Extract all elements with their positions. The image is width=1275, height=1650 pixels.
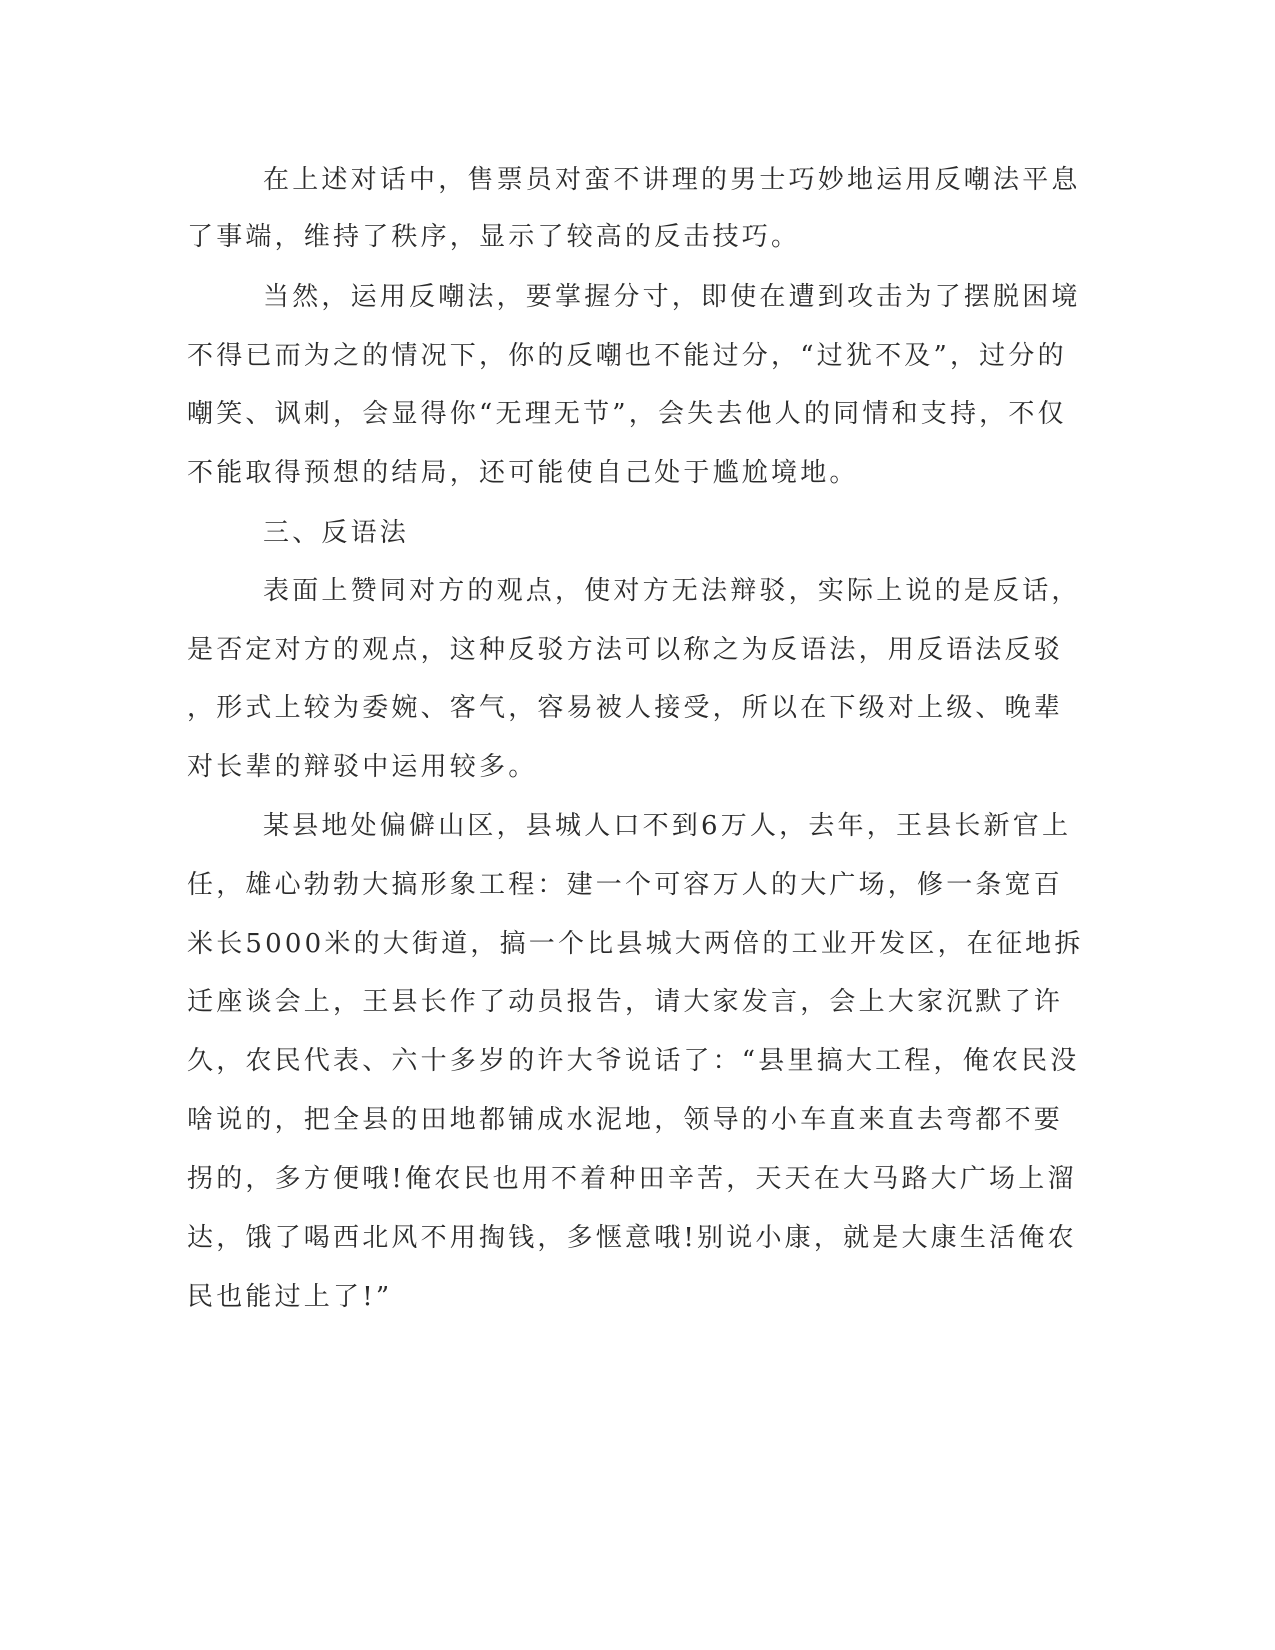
text-line: ，形式上较为委婉、客气，容易被人接受，所以在下级对上级、晚辈 <box>187 693 1064 723</box>
text-line: 啥说的，把全县的田地都铺成水泥地，领导的小车直来直去弯都不要 <box>187 1105 1064 1135</box>
text-line: 是否定对方的观点，这种反驳方法可以称之为反语法，用反语法反驳 <box>187 635 1064 665</box>
text-line: 达，饿了喝西北风不用掏钱，多惬意哦!别说小康，就是大康生活俺农 <box>187 1223 1077 1253</box>
text-line: 不能取得预想的结局，还可能使自己处于尴尬境地。 <box>187 458 859 488</box>
text-line: 拐的，多方便哦!俺农民也用不着种田辛苦，天天在大马路大广场上溜 <box>187 1164 1077 1194</box>
text-line: 嘲笑、讽刺，会显得你“无理无节”，会失去他人的同情和支持，不仅 <box>187 399 1067 429</box>
text-line: 某县地处偏僻山区，县城人口不到6万人，去年，王县长新官上 <box>263 811 1072 841</box>
text-line: 久，农民代表、六十多岁的许大爷说话了：“县里搞大工程，俺农民没 <box>187 1046 1080 1076</box>
text-line: 迁座谈会上，王县长作了动员报告，请大家发言，会上大家沉默了许 <box>187 987 1064 1017</box>
text-line: 表面上赞同对方的观点，使对方无法辩驳，实际上说的是反话， <box>263 576 1081 606</box>
section-heading: 三、反语法 <box>263 518 410 548</box>
text-line: 民也能过上了!” <box>187 1282 393 1312</box>
text-line: 任，雄心勃勃大搞形象工程：建一个可容万人的大广场，修一条宽百 <box>187 870 1064 900</box>
text-line: 在上述对话中，售票员对蛮不讲理的男士巧妙地运用反嘲法平息 <box>263 165 1081 195</box>
text-line: 不得已而为之的情况下，你的反嘲也不能过分，“过犹不及”，过分的 <box>187 341 1067 371</box>
text-line: 米长5000米的大街道，搞一个比县城大两倍的工业开发区，在征地拆 <box>187 929 1084 959</box>
text-line: 当然，运用反嘲法，要掌握分寸，即使在遭到攻击为了摆脱困境 <box>263 282 1081 312</box>
text-line: 了事端，维持了秩序，显示了较高的反击技巧。 <box>187 222 801 252</box>
text-line: 对长辈的辩驳中运用较多。 <box>187 752 538 782</box>
